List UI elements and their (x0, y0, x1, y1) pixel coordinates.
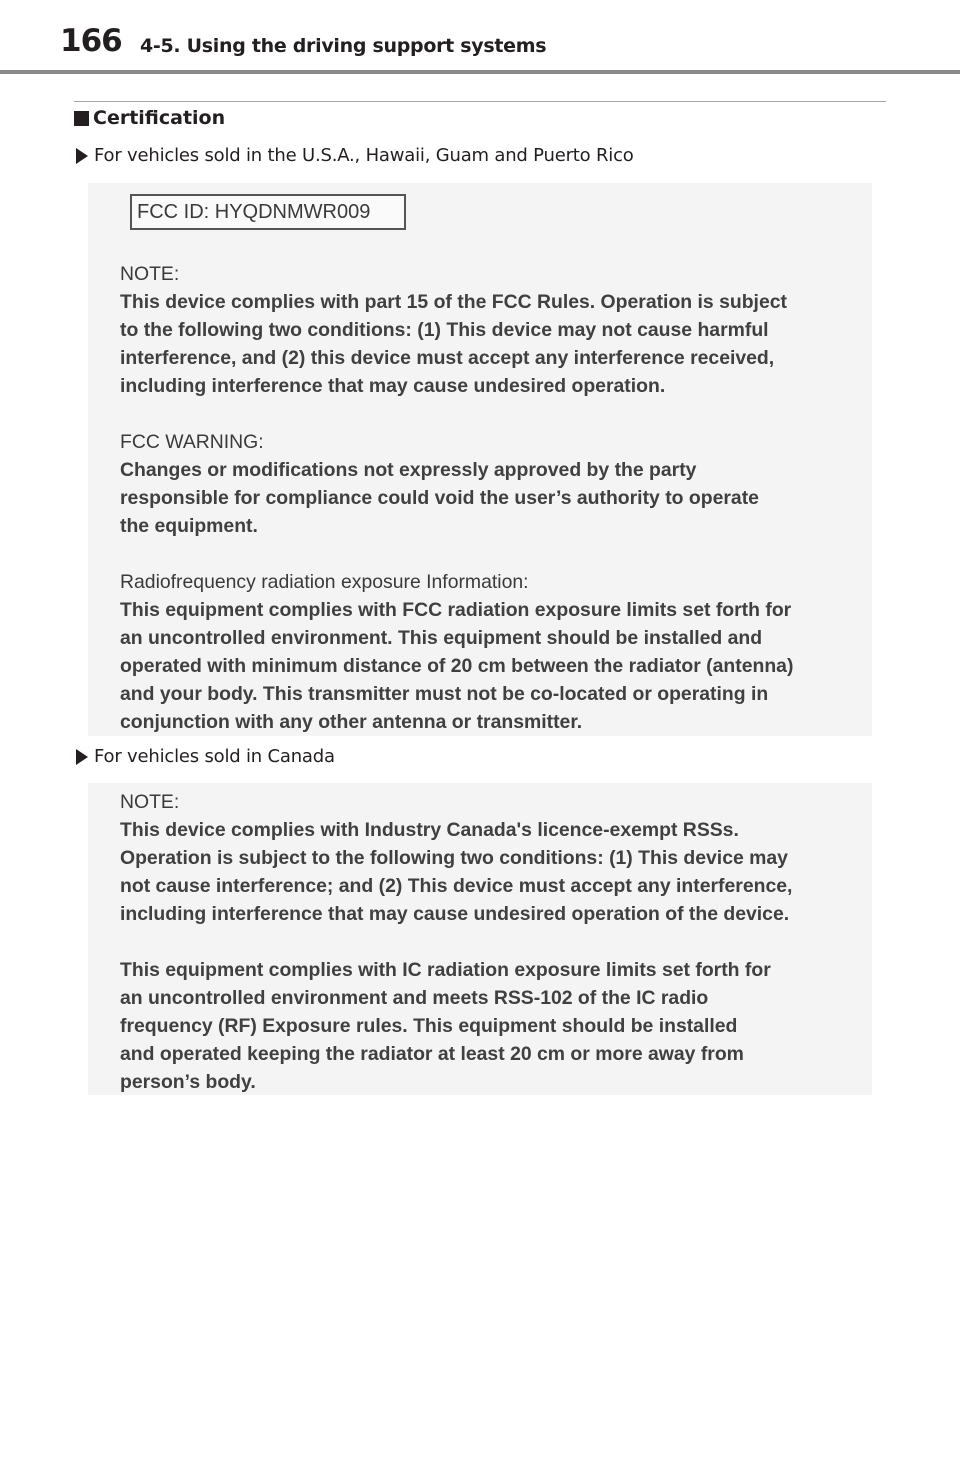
ic-rf-body: This equipment complies with IC radiation exposure limits set forth for an uncontrolled environment and meets RSS-102 of the IC radio frequency (RF) Exposure rules. This equipment should be installed and operated keeping the radiator at least 20 cm or more away from person’s body. (120, 959, 771, 1093)
page-header (0, 0, 960, 78)
fcc-rf-block (120, 568, 860, 736)
section-title: Certification (93, 107, 226, 129)
bullet-usa (76, 147, 634, 165)
fcc-note-block (120, 260, 860, 400)
fcc-label-panel (88, 183, 872, 736)
bullet-canada (76, 748, 335, 766)
ic-note-body: This device complies with Industry Canada's licence-exempt RSSs. Operation is subject to the following two conditions: (1) This device may not cause interference; and (2) This device must accept any interference, including interference that may cause undesired operation of the device. (120, 819, 793, 925)
ic-note-heading: NOTE: (120, 791, 180, 813)
triangle-bullet-icon (76, 148, 88, 164)
fcc-warning-body: Changes or modifications not expressly approved by the party responsible for compliance could void the user’s authority to operate the equipment. (120, 459, 759, 537)
fcc-note-heading: NOTE: (120, 263, 180, 285)
fcc-rf-heading: Radiofrequency radiation exposure Information: (120, 571, 529, 593)
ic-note-block (120, 788, 860, 928)
square-bullet-icon (74, 111, 89, 126)
fcc-id-box: FCC ID: HYQDNMWR009 (130, 194, 406, 230)
triangle-bullet-icon (76, 749, 88, 765)
section-divider (74, 101, 886, 102)
section-heading (74, 109, 225, 128)
page-number: 166 (60, 23, 122, 59)
header-rule (0, 70, 960, 74)
bullet-canada-text: For vehicles sold in Canada (94, 746, 335, 767)
fcc-note-body: This device complies with part 15 of the FCC Rules. Operation is subject to the following two conditions: (1) This device may not cause harmful interference, and (2) this device must accept any interference received, including interference that may cause undesired operation. (120, 291, 787, 397)
ic-rf-block (120, 956, 860, 1096)
fcc-warning-block (120, 428, 860, 540)
bullet-usa-text: For vehicles sold in the U.S.A., Hawaii, Guam and Puerto Rico (94, 145, 634, 166)
fcc-warning-heading: FCC WARNING: (120, 431, 264, 453)
chapter-title: 4-5. Using the driving support systems (140, 35, 547, 57)
fcc-rf-body: This equipment complies with FCC radiation exposure limits set forth for an uncontrolled environment. This equipment should be installed and operated with minimum distance of 20 cm between the radiator (antenna) and your body. This transmitter must not be co-located or operating in conjunction with any other antenna or transmitter. (120, 599, 794, 733)
ic-label-panel (88, 783, 872, 1095)
